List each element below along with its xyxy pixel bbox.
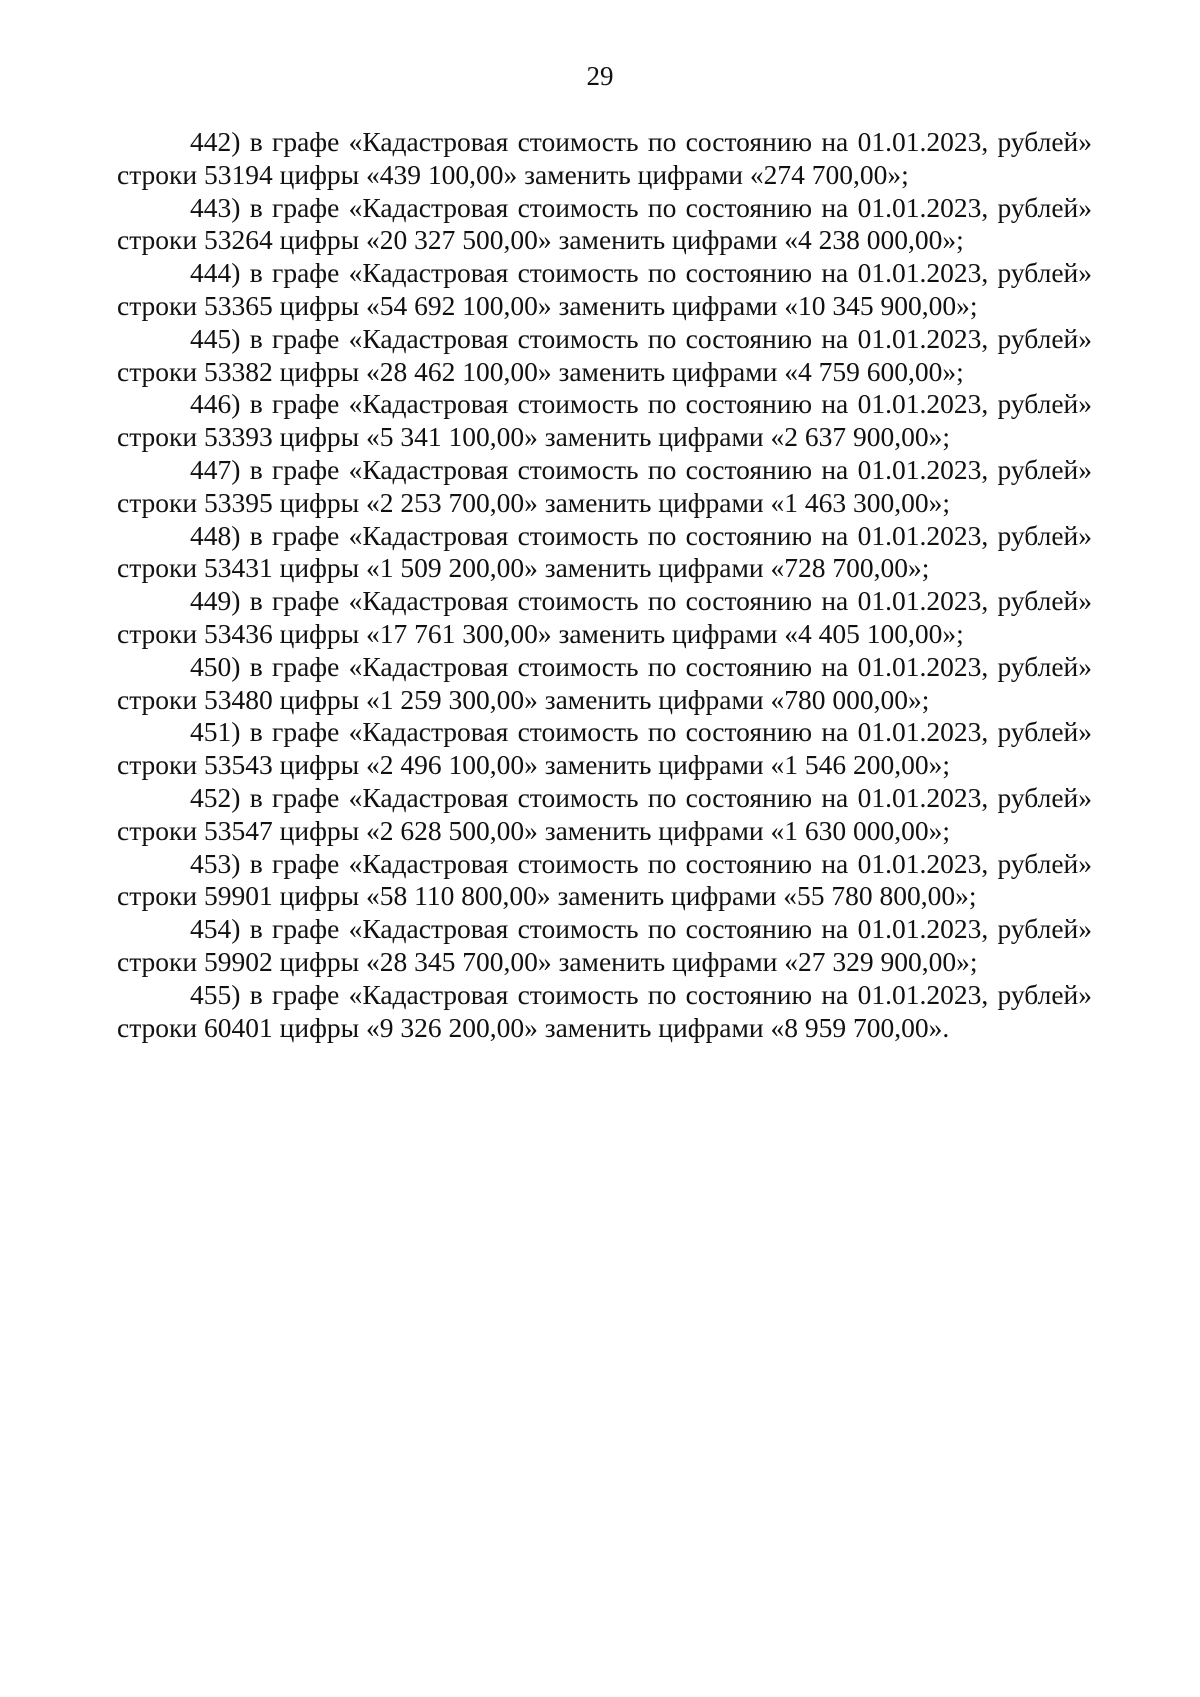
document-body: [117, 126, 1092, 1044]
amendment-item: 447) в графе «Кадастровая стоимость по состоянию на 01.01.2023, рублей» строки 53395 цифры «2 253 700,00» заменить цифрами «1 463 300,00»;: [117, 453, 1092, 518]
amendment-item: 455) в графе «Кадастровая стоимость по состоянию на 01.01.2023, рублей» строки 60401 цифры «9 326 200,00» заменить цифрами «8 959 700,00».: [117, 978, 1092, 1043]
amendment-item: 449) в графе «Кадастровая стоимость по состоянию на 01.01.2023, рублей» строки 53436 цифры «17 761 300,00» заменить цифрами «4 405 100,00»;: [117, 585, 1092, 649]
amendment-item: 443) в графе «Кадастровая стоимость по состоянию на 01.01.2023, рублей» строки 53264 цифры «20 327 500,00» заменить цифрами «4 238 000,00»;: [117, 191, 1092, 256]
amendment-item: 444) в графе «Кадастровая стоимость по состоянию на 01.01.2023, рублей» строки 53365 цифры «54 692 100,00» заменить цифрами «10 345 900,00»;: [117, 257, 1092, 321]
amendment-item: 454) в графе «Кадастровая стоимость по состоянию на 01.01.2023, рублей» строки 59902 цифры «28 345 700,00» заменить цифрами «27 329 900,00»;: [117, 913, 1092, 977]
amendment-item: 451) в графе «Кадастровая стоимость по состоянию на 01.01.2023, рублей» строки 53543 цифры «2 496 100,00» заменить цифрами «1 546 200,00»;: [117, 716, 1092, 781]
page-number: 29: [586, 61, 614, 91]
amendment-item: 442) в графе «Кадастровая стоимость по состоянию на 01.01.2023, рублей» строки 53194 цифры «439 100,00» заменить цифрами «274 700,00»;: [117, 126, 1092, 190]
amendment-item: 446) в графе «Кадастровая стоимость по состоянию на 01.01.2023, рублей» строки 53393 цифры «5 341 100,00» заменить цифрами «2 637 900,00»;: [117, 388, 1092, 453]
amendment-item: 453) в графе «Кадастровая стоимость по состоянию на 01.01.2023, рублей» строки 59901 цифры «58 110 800,00» заменить цифрами «55 780 800,00»;: [117, 847, 1092, 912]
amendment-item: 452) в графе «Кадастровая стоимость по состоянию на 01.01.2023, рублей» строки 53547 цифры «2 628 500,00» заменить цифрами «1 630 000,00»;: [117, 781, 1092, 846]
amendment-item: 450) в графе «Кадастровая стоимость по состоянию на 01.01.2023, рублей» строки 53480 цифры «1 259 300,00» заменить цифрами «780 000,00»;: [117, 650, 1092, 715]
amendment-item: 448) в графе «Кадастровая стоимость по состоянию на 01.01.2023, рублей» строки 53431 цифры «1 509 200,00» заменить цифрами «728 700,00»;: [117, 519, 1092, 584]
amendment-item: 445) в графе «Кадастровая стоимость по состоянию на 01.01.2023, рублей» строки 53382 цифры «28 462 100,00» заменить цифрами «4 759 600,00»;: [117, 322, 1092, 387]
